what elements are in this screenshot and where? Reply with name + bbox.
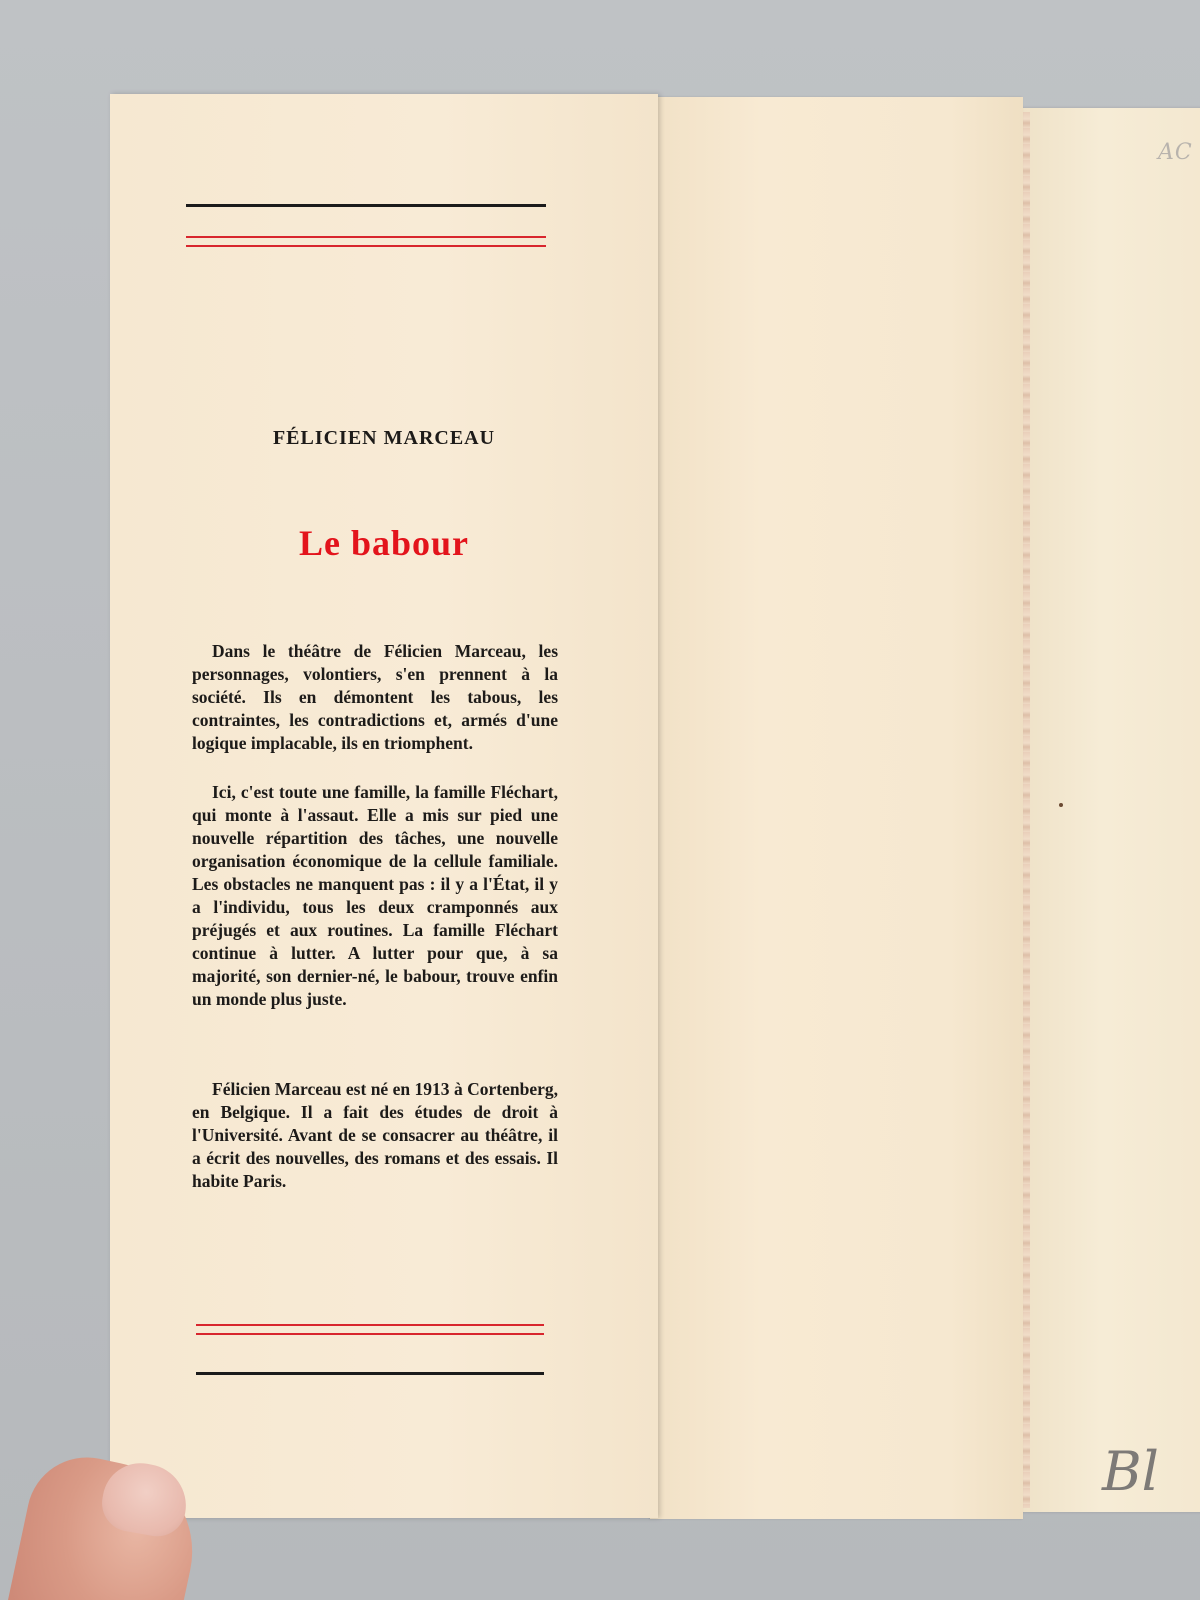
top-black-rule [186, 204, 546, 207]
handwritten-note-top: AC [1158, 140, 1193, 165]
top-red-rule-2 [186, 245, 546, 247]
top-red-rule-1 [186, 236, 546, 238]
flap-page [110, 94, 658, 1518]
summary-paragraph-1-text: Dans le théâtre de Félicien Marceau, les personnages, volontiers, s'en prennent à la société. Ils en démontent les tabous, les contraintes, les contradictions et, armés d'une logique implacable, ils en triomphent. [192, 641, 558, 753]
author-bio-text: Félicien Marceau est né en 1913 à Cortenberg, en Belgique. Il a fait des études de droit à l'Université. Avant de se consacrer au théâtre, il a écrit des nouvelles, des romans et des essais. Il habite Paris. [192, 1079, 558, 1191]
paper-spot [1059, 803, 1063, 807]
handwritten-note-bottom: Bl [1102, 1440, 1159, 1503]
summary-paragraph-2-text: Ici, c'est toute une famille, la famille Fléchart, qui monte à l'assaut. Elle a mis sur pied une nouvelle répartition des tâches, une nouvelle organisation économique de la cellule familiale. Les obstacles ne manquent pas : il y a l'État, il y a l'individu, tous les deux cramponnés aux préjugés et aux routines. La famille Fléchart continue à lutter. A lutter pour que, à sa majorité, son dernier-né, le babour, trouve enfin un monde plus juste. [192, 782, 558, 1009]
right-page [1022, 108, 1200, 1512]
summary-paragraph-1 [192, 640, 558, 755]
author-bio-paragraph [192, 1078, 558, 1193]
book-title: Le babour [298, 523, 470, 563]
bottom-black-rule [196, 1372, 544, 1375]
summary-paragraph-2 [192, 781, 558, 1011]
middle-page [650, 97, 1023, 1519]
bottom-red-rule-1 [196, 1324, 544, 1326]
bottom-red-rule-2 [196, 1333, 544, 1335]
author-name: FÉLICIEN MARCEAU [272, 427, 496, 449]
